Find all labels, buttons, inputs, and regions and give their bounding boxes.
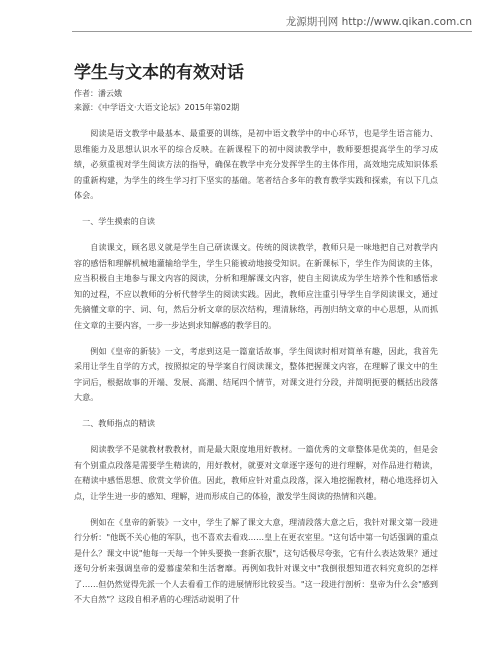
paragraph: 例如《皇帝的新装》一文，考虑到这是一篇童话故事，学生阅读时相对简单有趣，因此，我首先采用让学生自学的方式，按照拟定的导学案自行阅读课文，整体把握课文内容，在理解了课文中的生字词后，根据故事的开端、发展、高潮、结尾四个情节，对课文进行分段，并简明扼要的概括出段落大意。 — [74, 345, 438, 402]
article-body — [74, 126, 438, 618]
paragraph: 自读课文，顾名思义就是学生自己研读课文。传统的阅读教学，教师只是一味地把自己对教学内容的感悟和理解机械地灌输给学生，学生只能被动地接受知识。在新课标下，学生作为阅读的主体，应当积极自主地参与课文内容的阅读，分析和理解课文内容，使自主阅读成为学生培养个性和感悟求知的过程，不应以教师的分析代替学生的阅读实践。因此，教师应注重引导学生自学阅读课文，通过先摘懂文章的字、词、句，然后分析文章的层次结构，理清脉络，再剖归纳文章的中心思想，从而抓住文章的主要内容，一步一步达到求知解惑的教学目的。 — [74, 242, 438, 330]
article-source: 来源：《中学语文·大语文论坛》2015年第02期 — [74, 103, 240, 112]
site-header: 龙源期刊网 http://www.qikan.com.cn — [285, 16, 472, 28]
paragraph: 阅读教学不是就教材教教材，而是最大限度地用好教材。一篇优秀的文章整体是优美的，但是会有个别重点段落是需要学生精读的，用好教材，就要对文章逐字逐句的进行理解，对作品进行精读，在精读中感悟思想、欣赏文学价值。因此，教师应针对重点段落，深入地挖掘教材，精心地选择切入点，让学生进一步的感知、理解，进而形成自己的体验，激发学生阅读的热情和兴趣。 — [74, 444, 438, 501]
section-heading: 二、教师指点的精读 — [82, 418, 155, 428]
header-divider — [72, 31, 472, 32]
section-heading: 一、学生摸索的自读 — [82, 216, 155, 226]
article-author: 作者：潘云娥 — [74, 89, 122, 98]
paragraph: 例如在《皇帝的新装》一文中，学生了解了课文大意，理清段落大意之后，我针对课文第一段进行分析："他既不关心他的军队，也不喜欢去看戏……皇上在更衣室里。"这句话中第一句话强调的重点是什么？课文中说"他每一天每一个钟头要换一套新衣服"，这句话极尽夸张，它有什么表达效果？通过逐句分析来强调皇帝的爱慕虚荣和生活奢靡。再例如我针对课文中"我倒很想知道衣料究竟织的怎样了……但仍然觉得先派一个人去看看工作的进展情形比较妥当。"这一段进行剖析：皇帝为什么会"感到不大自然"？这段自相矛盾的心理活动说明了什 — [74, 516, 438, 604]
paragraph: 阅读是语文教学中最基本、最重要的训练，是初中语文教学中的中心环节，也是学生语言能力、思维能力及思想认识水平的综合反映。在新课程下的初中阅读教学中，教师要想提高学生的学习成绩，必须重视对学生阅读方法的指导，确保在教学中充分发挥学生的主体作用，高效地完成知识体系的重新构建，为学生的终生学习打下坚实的基础。笔者结合多年的教育教学实践和探索，有以下几点体会。 — [74, 128, 438, 200]
article-title: 学生与文本的有效对话 — [74, 63, 244, 83]
